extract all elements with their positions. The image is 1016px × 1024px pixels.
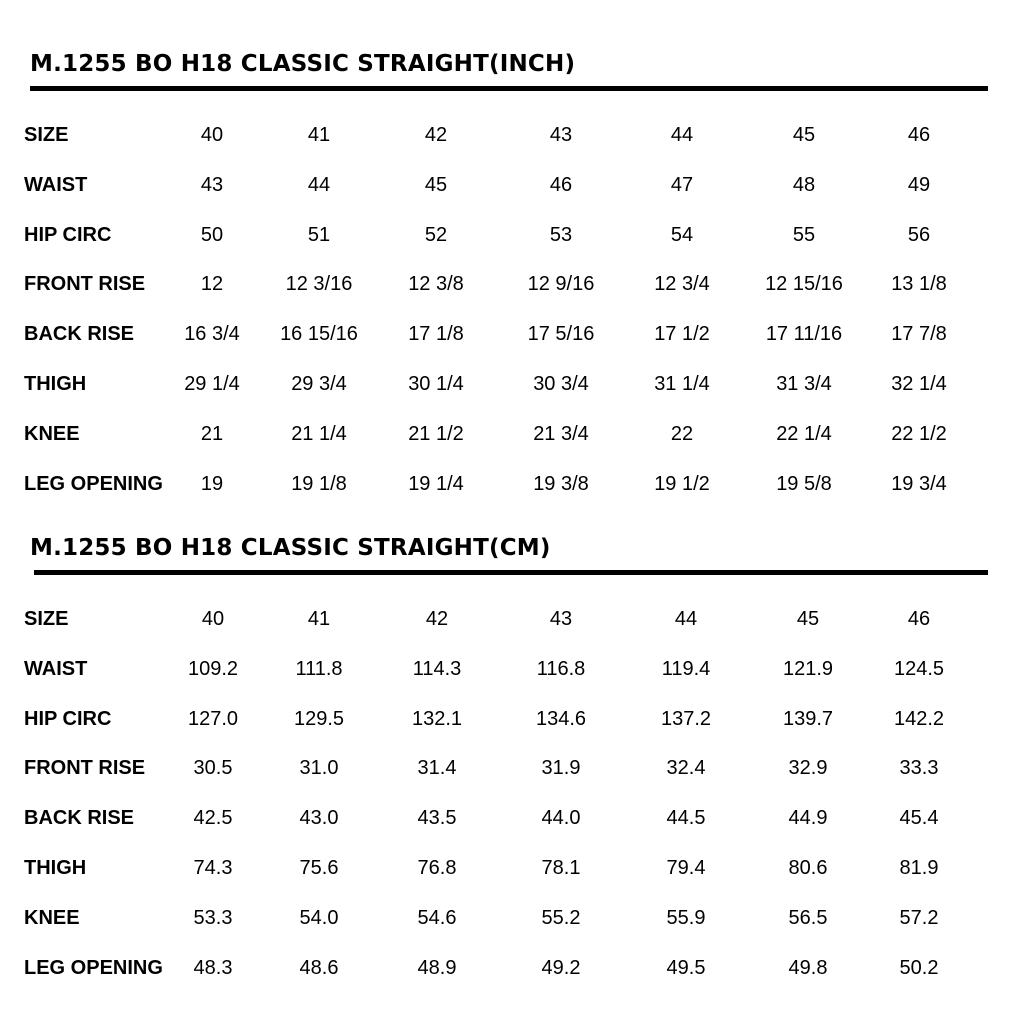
table-cell: 19 3/8 (533, 473, 589, 495)
table-cell: 12 9/16 (527, 273, 595, 295)
table-cell: 44 (674, 608, 698, 630)
table-cell: 124.5 (893, 658, 945, 680)
table-row (0, 753, 1016, 783)
table-row (0, 704, 1016, 734)
table-row (0, 469, 1016, 499)
table-cell: 22 (670, 423, 694, 445)
row-label: KNEE (24, 907, 80, 929)
table-cell: 31.9 (541, 757, 581, 779)
table-cell: 32.4 (666, 757, 706, 779)
table-cell: 137.2 (660, 708, 712, 730)
table-cell: 43 (549, 608, 573, 630)
table-cell: 50 (200, 224, 224, 246)
table-cell: 79.4 (666, 857, 706, 879)
table-cell: 55 (792, 224, 816, 246)
row-label: SIZE (24, 124, 69, 146)
table-cell: 76.8 (417, 857, 457, 879)
table-cell: 31 3/4 (776, 373, 832, 395)
table-cell: 16 15/16 (280, 323, 358, 345)
table-cell: 21 (200, 423, 224, 445)
table-cell: 12 3/4 (654, 273, 710, 295)
table-cell: 12 15/16 (765, 273, 843, 295)
table-cell: 49.5 (666, 957, 706, 979)
table-cell: 13 1/8 (891, 273, 947, 295)
table-row (0, 120, 1016, 150)
table-cell: 31 1/4 (654, 373, 710, 395)
row-label: THIGH (24, 857, 87, 879)
table-cell: 30 1/4 (408, 373, 464, 395)
table-cell: 81.9 (899, 857, 939, 879)
title-divider (34, 570, 988, 575)
table-cell: 32.9 (788, 757, 828, 779)
table-cell: 17 7/8 (891, 323, 947, 345)
table-cell: 44 (307, 174, 331, 196)
table-cell: 55.2 (541, 907, 581, 929)
table-cell: 30 3/4 (533, 373, 589, 395)
table-cell: 21 3/4 (533, 423, 589, 445)
table-cell: 42.5 (193, 807, 233, 829)
row-label: LEG OPENING (24, 473, 163, 495)
row-label: WAIST (24, 658, 88, 680)
row-label: SIZE (24, 608, 69, 630)
table-cell: 121.9 (782, 658, 834, 680)
table-cell: 53.3 (193, 907, 233, 929)
table-row (0, 803, 1016, 833)
table-cell: 45 (792, 124, 816, 146)
table-cell: 54.6 (417, 907, 457, 929)
table-cell: 43.5 (417, 807, 457, 829)
table-cell: 19 (200, 473, 224, 495)
table-cell: 45 (424, 174, 448, 196)
row-label: FRONT RISE (24, 273, 146, 295)
table-cell: 16 3/4 (184, 323, 240, 345)
table-cell: 127.0 (187, 708, 239, 730)
table-cell: 48.6 (299, 957, 339, 979)
table-cell: 44 (670, 124, 694, 146)
table-cell: 56 (907, 224, 931, 246)
table-cell: 46 (549, 174, 573, 196)
table-cell: 19 5/8 (776, 473, 832, 495)
row-label: FRONT RISE (24, 757, 146, 779)
table-cell: 12 3/16 (285, 273, 353, 295)
table-cell: 45.4 (899, 807, 939, 829)
table-cell: 44.9 (788, 807, 828, 829)
row-label: LEG OPENING (24, 957, 163, 979)
table-cell: 119.4 (661, 658, 711, 680)
table-cell: 44.5 (666, 807, 706, 829)
title-divider (30, 86, 988, 91)
table-cell: 19 1/4 (408, 473, 464, 495)
table-cell: 22 1/2 (891, 423, 947, 445)
table-cell: 12 (200, 273, 224, 295)
table-cell: 78.1 (541, 857, 581, 879)
table-cell: 29 1/4 (184, 373, 240, 395)
table-cell: 49.2 (541, 957, 581, 979)
table-cell: 42 (424, 124, 448, 146)
table-cell: 48.3 (193, 957, 233, 979)
table-cell: 32 1/4 (891, 373, 947, 395)
table-cell: 17 1/8 (408, 323, 464, 345)
table-cell: 31.0 (299, 757, 339, 779)
table-cell: 19 1/8 (291, 473, 347, 495)
table-cell: 17 11/16 (765, 323, 843, 345)
table-cell: 17 1/2 (654, 323, 710, 345)
table-row (0, 953, 1016, 983)
table-cell: 46 (907, 124, 931, 146)
table-cell: 48 (792, 174, 816, 196)
table-cell: 52 (424, 224, 448, 246)
table-cell: 116.8 (536, 658, 586, 680)
row-label: KNEE (24, 423, 80, 445)
table-cell: 43 (200, 174, 224, 196)
table-cell: 22 1/4 (776, 423, 832, 445)
table-row (0, 853, 1016, 883)
table-cell: 50.2 (899, 957, 939, 979)
table-cell: 129.5 (293, 708, 345, 730)
row-label: BACK RISE (24, 323, 135, 345)
table-cell: 54.0 (299, 907, 339, 929)
table-cell: 19 3/4 (891, 473, 947, 495)
table-cell: 111.8 (295, 658, 343, 680)
table-row (0, 319, 1016, 349)
table-cell: 40 (200, 124, 224, 146)
table-cell: 41 (307, 608, 331, 630)
table-cell: 134.6 (535, 708, 587, 730)
table-cell: 43 (549, 124, 573, 146)
table-cell: 53 (549, 224, 573, 246)
table-row (0, 220, 1016, 250)
table-cell: 48.9 (417, 957, 457, 979)
table-cell: 33.3 (899, 757, 939, 779)
table-cell: 56.5 (788, 907, 828, 929)
table-row (0, 903, 1016, 933)
table-row (0, 369, 1016, 399)
table-cell: 42 (425, 608, 449, 630)
table-cell: 43.0 (299, 807, 339, 829)
table-cell: 21 1/2 (408, 423, 464, 445)
row-label: HIP CIRC (24, 224, 112, 246)
table-row (0, 419, 1016, 449)
table-cell: 49.8 (788, 957, 828, 979)
table-cell: 19 1/2 (654, 473, 710, 495)
table-cell: 142.2 (893, 708, 945, 730)
table-cell: 49 (907, 174, 931, 196)
table-cell: 30.5 (193, 757, 233, 779)
table-cell: 139.7 (782, 708, 834, 730)
table-cell: 80.6 (788, 857, 828, 879)
table-cell: 46 (907, 608, 931, 630)
table-cell: 44.0 (541, 807, 581, 829)
table-cell: 40 (201, 608, 225, 630)
table-cell: 31.4 (417, 757, 457, 779)
table-cell: 109.2 (187, 658, 239, 680)
row-label: BACK RISE (24, 807, 135, 829)
table-cell: 75.6 (299, 857, 339, 879)
row-label: HIP CIRC (24, 708, 112, 730)
table-cell: 132.1 (411, 708, 463, 730)
row-label: THIGH (24, 373, 87, 395)
section-title: M.1255 BO H18 CLASSIC STRAIGHT(CM) (30, 535, 551, 561)
table-cell: 45 (796, 608, 820, 630)
table-cell: 54 (670, 224, 694, 246)
table-cell: 57.2 (899, 907, 939, 929)
row-label: WAIST (24, 174, 88, 196)
table-cell: 47 (670, 174, 694, 196)
table-cell: 51 (307, 224, 331, 246)
table-cell: 41 (307, 124, 331, 146)
table-cell: 29 3/4 (291, 373, 347, 395)
table-cell: 12 3/8 (408, 273, 464, 295)
table-cell: 114.3 (412, 658, 462, 680)
table-cell: 74.3 (193, 857, 233, 879)
table-row (0, 170, 1016, 200)
section-title: M.1255 BO H18 CLASSIC STRAIGHT(INCH) (30, 51, 576, 77)
table-row (0, 604, 1016, 634)
table-cell: 21 1/4 (291, 423, 347, 445)
table-cell: 17 5/16 (527, 323, 595, 345)
table-row (0, 269, 1016, 299)
table-row (0, 654, 1016, 684)
table-cell: 55.9 (666, 907, 706, 929)
